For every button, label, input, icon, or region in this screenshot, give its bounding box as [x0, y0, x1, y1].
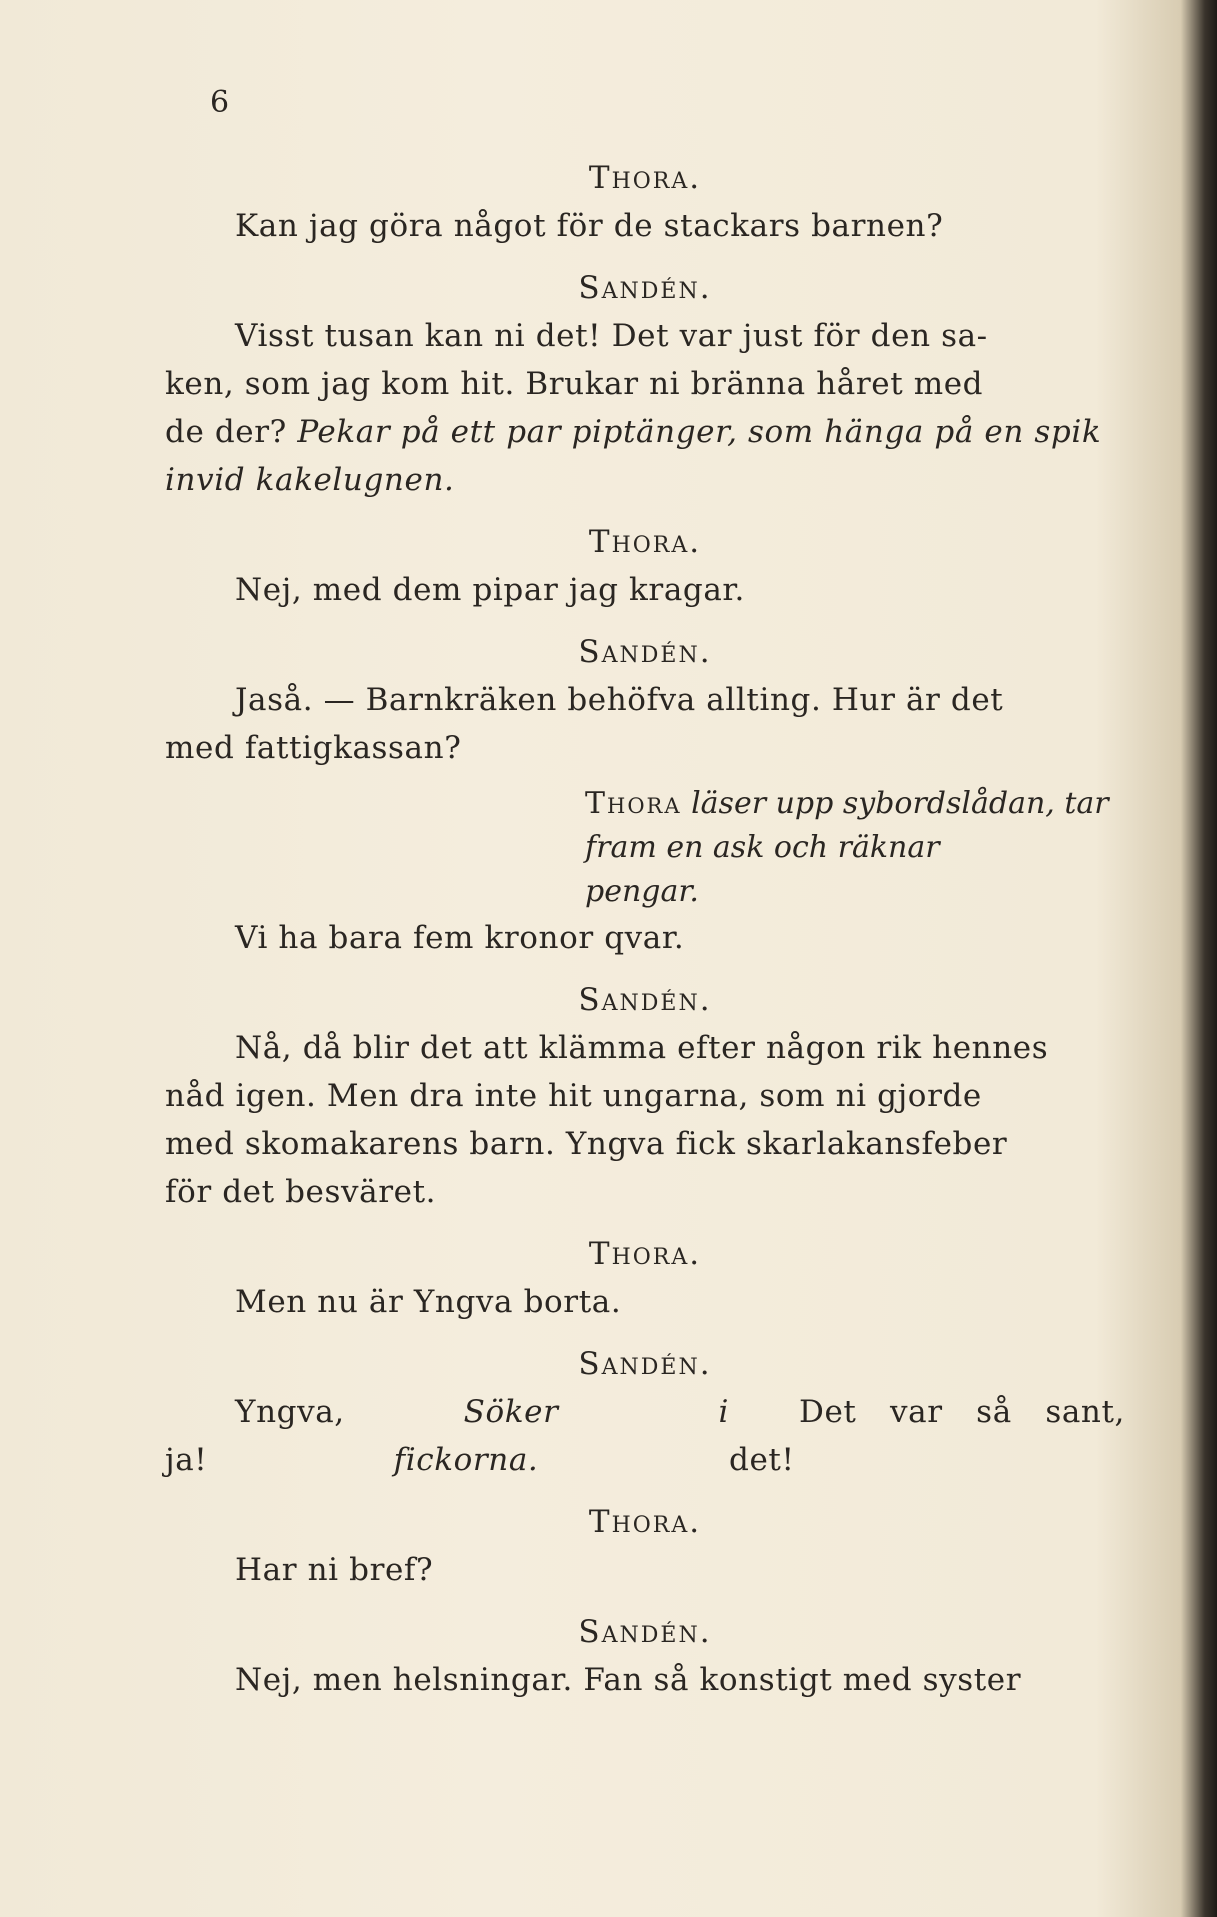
- dialogue-text: Yngva, ja!: [165, 1394, 345, 1478]
- speaker-heading: Thora.: [588, 1236, 702, 1272]
- speaker-heading: Sandén.: [578, 634, 712, 670]
- dialogue-line: [165, 1388, 1125, 1484]
- dialogue-line: Vi ha bara fem kronor qvar.: [235, 920, 685, 956]
- dialogue-line: [165, 408, 1125, 456]
- stage-direction: läser upp sybordslådan, tar: [691, 786, 1109, 821]
- speaker-heading: Thora.: [588, 1504, 702, 1540]
- dialogue-line: med fattigkassan?: [165, 730, 462, 766]
- stage-direction: Söker i fickorna.: [393, 1394, 730, 1478]
- stage-direction: Pekar på ett par piptänger, som hänga på en spik: [297, 414, 1102, 450]
- speaker-heading: Sandén.: [578, 1614, 712, 1650]
- speaker-heading: Sandén.: [578, 270, 712, 306]
- dialogue-text: de der?: [165, 414, 287, 450]
- speaker-heading: Sandén.: [578, 982, 712, 1018]
- stage-direction: fram en ask och räknar: [585, 830, 940, 865]
- dialogue-line: nåd igen. Men dra inte hit ungarna, som ni gjorde: [165, 1078, 982, 1114]
- dialogue-line: Jaså. — Barnkräken behöfva allting. Hur är det: [235, 682, 1004, 718]
- page-text: [165, 140, 1125, 1704]
- dialogue-line: för det besväret.: [165, 1174, 437, 1210]
- page-number: 6: [210, 85, 230, 120]
- dialogue-line: Nej, med dem pipar jag kragar.: [235, 572, 745, 608]
- stage-direction-block: [585, 782, 1125, 914]
- speaker-name: Thora: [585, 786, 682, 821]
- dialogue-line: Kan jag göra något för de stackars barnen?: [235, 208, 944, 244]
- dialogue-line: med skomakarens barn. Yngva fick skarlakansfeber: [165, 1126, 1008, 1162]
- speaker-heading: Thora.: [588, 160, 702, 196]
- dialogue-line: ken, som jag kom hit. Brukar ni bränna håret med: [165, 366, 984, 402]
- dialogue-line: Visst tusan kan ni det! Det var just för den sa-: [235, 318, 988, 354]
- stage-direction: invid kakelugnen.: [165, 462, 455, 498]
- stage-direction: pengar.: [585, 874, 699, 909]
- speaker-heading: Sandén.: [578, 1346, 712, 1382]
- dialogue-line: Nå, då blir det att klämma efter någon rik hennes: [235, 1030, 1049, 1066]
- dialogue-line: Nej, men helsningar. Fan så konstigt med syster: [235, 1662, 1022, 1698]
- dialogue-line: Men nu är Yngva borta.: [235, 1284, 622, 1320]
- dialogue-line: Har ni bref?: [235, 1552, 434, 1588]
- dialogue-text: Det var så sant, det!: [729, 1394, 1125, 1478]
- speaker-heading: Thora.: [588, 524, 702, 560]
